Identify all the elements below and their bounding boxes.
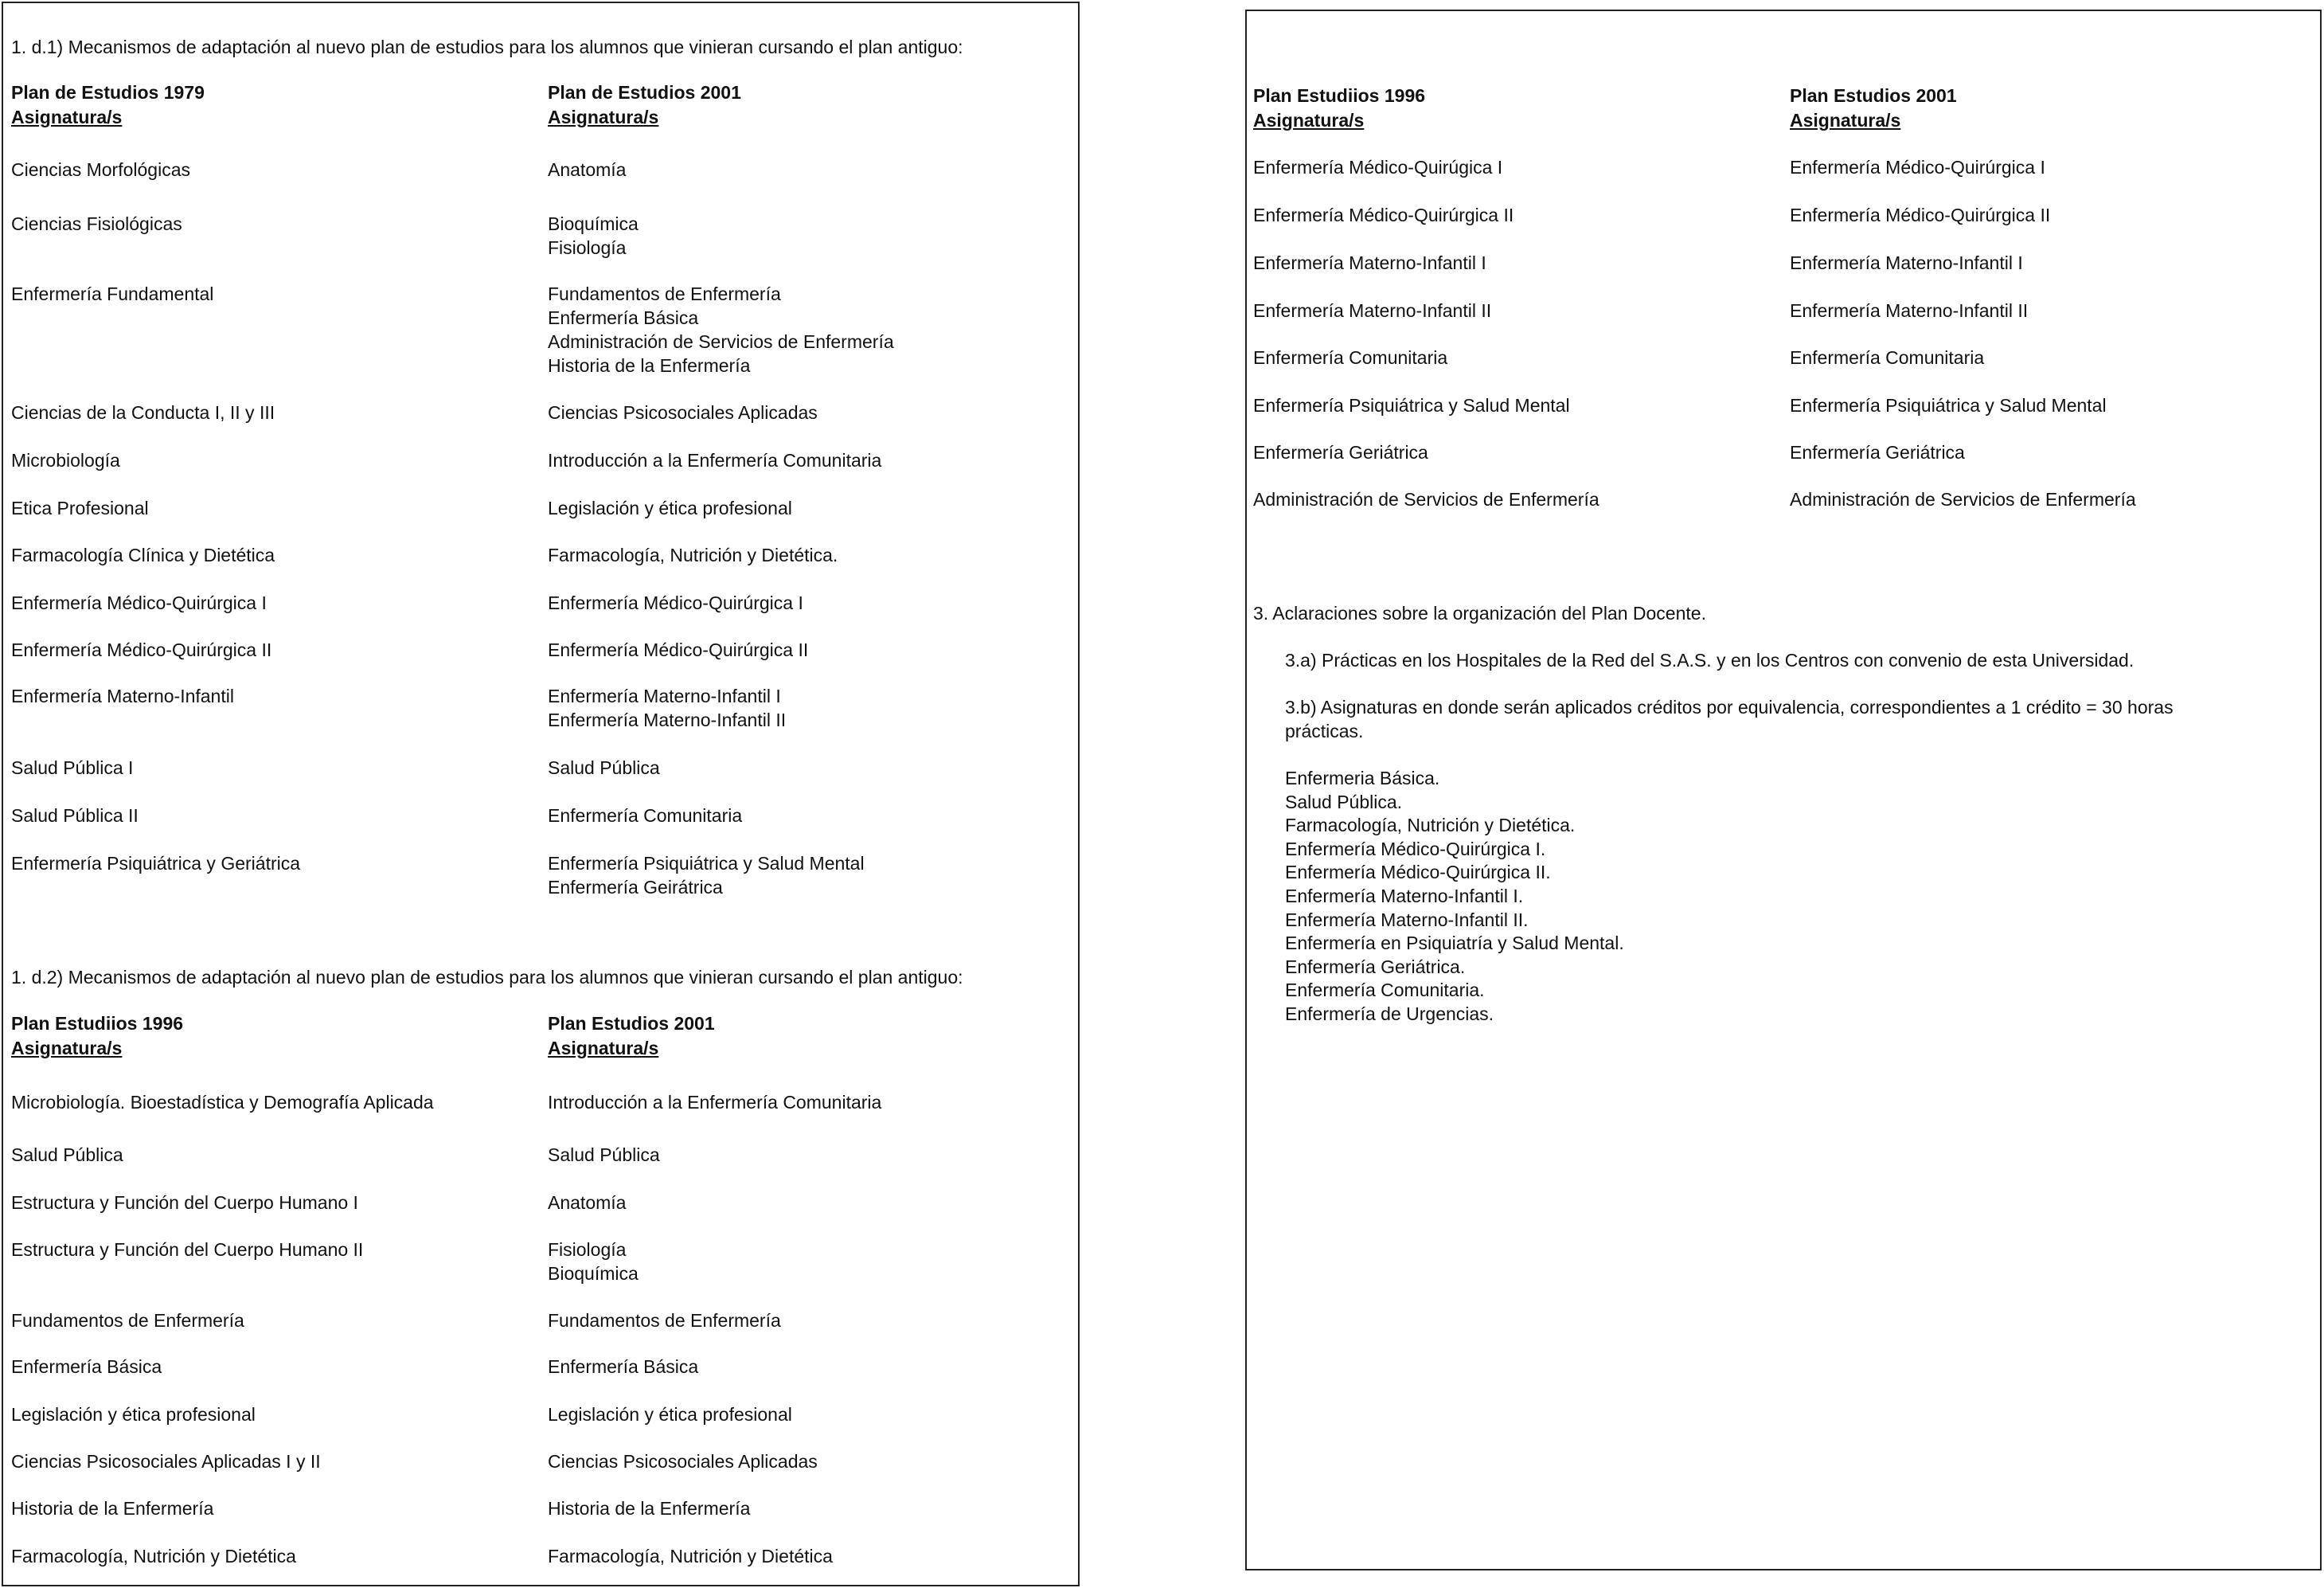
d2-row-new-subject: Legislación y ética profesional	[548, 1404, 792, 1425]
d1-row-old-subject: Ciencias Fisiológicas	[11, 213, 182, 234]
d1-row-new-subject: Enfermería Materno-Infantil I Enfermería Materno-Infantil II	[548, 686, 787, 730]
r-row-new-subject: Enfermería Materno-Infantil II	[1790, 300, 2029, 321]
d2-row-old-subject: Historia de la Enfermería	[11, 1498, 214, 1519]
r-row-old-subject: Enfermería Comunitaria	[1253, 347, 1448, 368]
d2-row-old-subject: Estructura y Función del Cuerpo Humano II	[11, 1239, 364, 1260]
section3-item-b: 3.b) Asignaturas en donde serán aplicados créditos por equivalencia, correspondientes a 1 crédito = 30 horas prácticas.	[1285, 697, 2174, 741]
d1-row-old-subject: Farmacología Clínica y Dietética	[11, 545, 275, 565]
equivalence-subject-item: Enfermería en Psiquiatría y Salud Mental.	[1285, 933, 1624, 954]
d1-row-old-subject: Enfermería Materno-Infantil	[11, 686, 234, 706]
d1-row-new-subject: Enfermería Médico-Quirúrgica II	[548, 640, 809, 660]
d2-col2-header	[548, 1011, 715, 1061]
section3-heading: 3. Aclaraciones sobre la organización del Plan Docente.	[1253, 603, 1706, 624]
d1-row-old-subject: Ciencias Morfológicas	[11, 159, 190, 180]
d1-col2-title: Plan de Estudios 2001	[548, 82, 741, 103]
r-row-old-subject: Enfermería Médico-Quirúrgica II	[1253, 205, 1514, 225]
r-row-old-subject: Enfermería Médico-Quirúgica I	[1253, 157, 1503, 178]
left-page	[2, 2, 1080, 1586]
d2-col2-title: Plan Estudios 2001	[548, 1013, 715, 1034]
d1-col1-title: Plan de Estudios 1979	[11, 82, 205, 103]
equivalence-subject-item: Salud Pública.	[1285, 791, 1403, 812]
d1-col2-subtitle: Asignatura/s	[548, 107, 659, 127]
d1-row-old-subject: Etica Profesional	[11, 498, 149, 518]
d2-intro: 1. d.2) Mecanismos de adaptación al nuevo plan de estudios para los alumnos que vinieran cursando el plan antiguo:	[11, 967, 963, 988]
d1-row-new-subject: Fundamentos de Enfermería Enfermería Básica Administración de Servicios de Enfermería Historia de la Enfermería	[548, 284, 894, 376]
r-col1-title: Plan Estudiios 1996	[1253, 85, 1426, 106]
d1-row-old-subject: Microbiología	[11, 450, 120, 471]
d2-col1-title: Plan Estudiios 1996	[11, 1013, 184, 1034]
r-row-new-subject: Enfermería Materno-Infantil I	[1790, 252, 2023, 273]
equivalence-subject-item: Enfermería Materno-Infantil II.	[1285, 909, 1529, 930]
d1-col1-header	[11, 80, 205, 130]
d1-row-new-subject: Farmacología, Nutrición y Dietética.	[548, 545, 838, 565]
d2-row-new-subject: Salud Pública	[548, 1144, 660, 1165]
d2-row-new-subject: Farmacología, Nutrición y Dietética	[548, 1546, 833, 1566]
d2-row-new-subject: Enfermería Básica	[548, 1356, 699, 1377]
d1-row-new-subject: Enfermería Médico-Quirúrgica I	[548, 593, 803, 613]
equivalence-subject-item: Enfermería de Urgencias.	[1285, 1003, 1494, 1024]
d2-row-new-subject: Fundamentos de Enfermería	[548, 1310, 781, 1331]
equivalence-subject-item: Enfermeria Básica.	[1285, 768, 1440, 788]
r-row-new-subject: Enfermería Psiquiátrica y Salud Mental	[1790, 395, 2107, 416]
d1-row-old-subject: Enfermería Psiquiátrica y Geriátrica	[11, 853, 301, 874]
d1-row-new-subject: Legislación y ética profesional	[548, 498, 792, 518]
d1-row-old-subject: Ciencias de la Conducta I, II y III	[11, 402, 275, 423]
d1-row-old-subject: Salud Pública II	[11, 805, 139, 826]
r-row-old-subject: Administración de Servicios de Enfermería	[1253, 489, 1599, 510]
r-col2-header	[1790, 84, 1957, 133]
d2-col2-subtitle: Asignatura/s	[548, 1038, 659, 1058]
d2-row-new-subject: Historia de la Enfermería	[548, 1498, 751, 1519]
d1-row-new-subject: Anatomía	[548, 159, 627, 180]
d2-row-old-subject: Enfermería Básica	[11, 1356, 162, 1377]
equivalence-subject-item: Enfermería Geriátrica.	[1285, 956, 1466, 977]
d2-row-old-subject: Salud Pública	[11, 1144, 123, 1165]
r-col2-subtitle: Asignatura/s	[1790, 110, 1901, 131]
d1-row-new-subject: Ciencias Psicosociales Aplicadas	[548, 402, 818, 423]
r-row-old-subject: Enfermería Materno-Infantil II	[1253, 300, 1492, 321]
r-row-new-subject: Enfermería Médico-Quirúrgica I	[1790, 157, 2045, 178]
d1-row-old-subject: Salud Pública I	[11, 757, 134, 778]
d2-row-old-subject: Ciencias Psicosociales Aplicadas I y II	[11, 1451, 321, 1472]
equivalence-subject-item: Enfermería Médico-Quirúrgica I.	[1285, 838, 1546, 859]
d2-col1-header	[11, 1011, 183, 1061]
equivalence-subject-item: Enfermería Comunitaria.	[1285, 980, 1485, 1001]
d1-row-new-subject: Salud Pública	[548, 757, 660, 778]
r-row-old-subject: Enfermería Psiquiátrica y Salud Mental	[1253, 395, 1570, 416]
r-row-new-subject: Enfermería Médico-Quirúrgica II	[1790, 205, 2051, 225]
equivalence-subject-item: Enfermería Materno-Infantil I.	[1285, 886, 1524, 906]
r-row-old-subject: Enfermería Materno-Infantil I	[1253, 252, 1486, 273]
equivalence-subject-item: Enfermería Médico-Quirúrgica II.	[1285, 862, 1551, 883]
d2-row-new-subject: Introducción a la Enfermería Comunitaria	[548, 1092, 882, 1113]
d2-row-new-subject: Fisiología Bioquímica	[548, 1239, 639, 1284]
d2-row-old-subject: Fundamentos de Enfermería	[11, 1310, 244, 1331]
d2-row-new-subject: Anatomía	[548, 1192, 627, 1213]
d1-row-new-subject: Bioquímica Fisiología	[548, 213, 639, 258]
r-row-old-subject: Enfermería Geriátrica	[1253, 442, 1428, 463]
d1-col2-header	[548, 80, 741, 130]
r-row-new-subject: Administración de Servicios de Enfermería	[1790, 489, 2136, 510]
d1-row-old-subject: Enfermería Fundamental	[11, 284, 214, 304]
r-col1-subtitle: Asignatura/s	[1253, 110, 1365, 131]
section3-item-a: 3.a) Prácticas en los Hospitales de la Red del S.A.S. y en los Centros con convenio de esta Universidad.	[1285, 650, 2135, 671]
d1-row-old-subject: Enfermería Médico-Quirúrgica II	[11, 640, 272, 660]
d1-row-old-subject: Enfermería Médico-Quirúrgica I	[11, 593, 267, 613]
r-row-new-subject: Enfermería Comunitaria	[1790, 347, 1985, 368]
d2-col1-subtitle: Asignatura/s	[11, 1038, 123, 1058]
d2-row-old-subject: Estructura y Función del Cuerpo Humano I	[11, 1192, 358, 1213]
d2-row-old-subject: Microbiología. Bioestadística y Demografía Aplicada	[11, 1092, 434, 1113]
d2-row-old-subject: Legislación y ética profesional	[11, 1404, 256, 1425]
d1-row-new-subject: Introducción a la Enfermería Comunitaria	[548, 450, 882, 471]
d2-row-new-subject: Ciencias Psicosociales Aplicadas	[548, 1451, 818, 1472]
right-page	[1245, 10, 2322, 1570]
r-col1-header	[1253, 84, 1425, 133]
d1-row-new-subject: Enfermería Psiquiátrica y Salud Mental Enfermería Geirátrica	[548, 853, 865, 898]
d1-intro: 1. d.1) Mecanismos de adaptación al nuevo plan de estudios para los alumnos que vinieran cursando el plan antiguo:	[11, 37, 963, 57]
r-row-new-subject: Enfermería Geriátrica	[1790, 442, 1965, 463]
equivalence-subject-item: Farmacología, Nutrición y Dietética.	[1285, 815, 1576, 836]
d1-col1-subtitle: Asignatura/s	[11, 107, 123, 127]
d1-row-new-subject: Enfermería Comunitaria	[548, 805, 743, 826]
d2-row-old-subject: Farmacología, Nutrición y Dietética	[11, 1546, 296, 1566]
r-col2-title: Plan Estudios 2001	[1790, 85, 1957, 106]
